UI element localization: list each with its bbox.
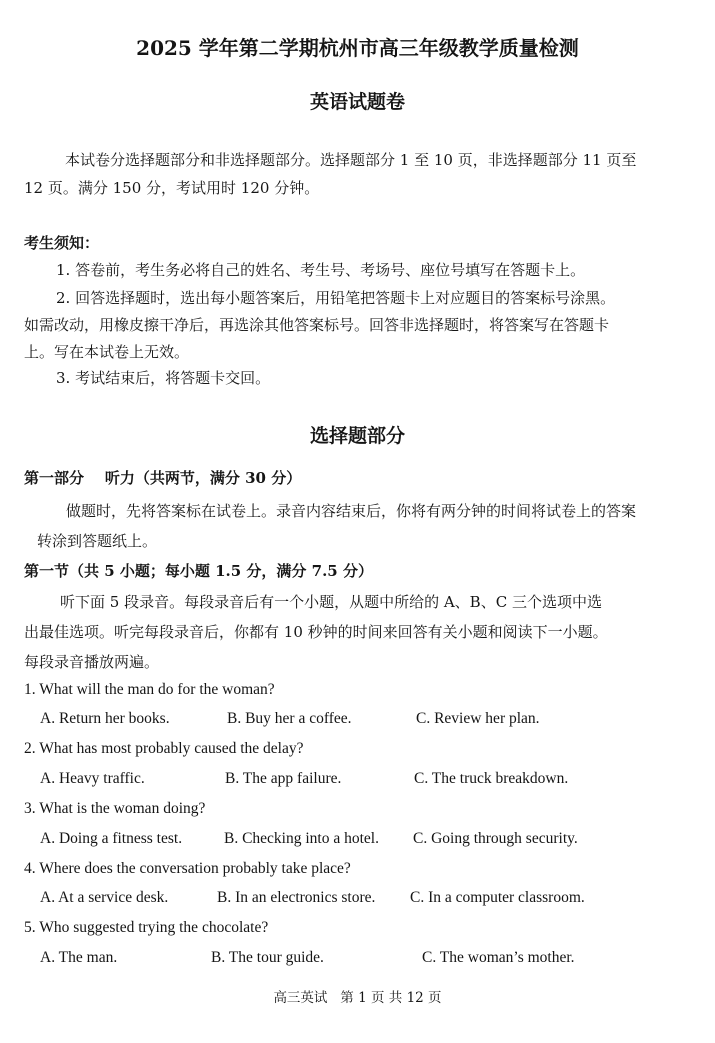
notice-item-2-line-2: 如需改动，用橡皮擦干净后，再选涂其他答案标号。回答非选择题时，将答案写在答题卡: [24, 316, 610, 334]
question-4-text: 4. Where does the conversation probably take place?: [24, 860, 351, 877]
question-4-option-c: C. In a computer classroom.: [410, 889, 585, 906]
question-1-option-a: A. Return her books.: [40, 710, 170, 727]
question-3-option-b: B. Checking into a hotel.: [224, 830, 379, 847]
question-3-option-c: C. Going through security.: [413, 830, 578, 847]
question-1-text: 1. What will the man do for the woman?: [24, 681, 275, 698]
section1-instruction-line-2: 出最佳选项。听完每段录音后，你都有 10 秒钟的时间来回答有关小题和阅读下一小题。: [24, 623, 608, 641]
question-1-option-b: B. Buy her a coffee.: [227, 710, 352, 727]
page-footer: 高三英试 第 1 页 共 12 页: [273, 990, 442, 1006]
question-5-option-b: B. The tour guide.: [211, 949, 324, 966]
exam-subtitle: 英语试题卷: [309, 91, 405, 113]
question-5-text: 5. Who suggested trying the chocolate?: [24, 919, 269, 936]
part1-instruction-line-1: 做题时，先将答案标在试卷上。录音内容结束后，你将有两分钟的时间将试卷上的答案: [66, 502, 637, 520]
question-2-option-c: C. The truck breakdown.: [414, 770, 569, 787]
question-2-text: 2. What has most probably caused the delay?: [24, 740, 304, 757]
section1-heading: 第一节（共 5 小题；每小题 1.5 分，满分 7.5 分）: [24, 562, 373, 580]
question-1-option-c: C. Review her plan.: [416, 710, 540, 727]
section-title: 选择题部分: [309, 425, 405, 447]
intro-line-1: 本试卷分选择题部分和非选择题部分。选择题部分 1 至 10 页，非选择题部分 11 页至: [65, 151, 637, 169]
question-4-option-a: A. At a service desk.: [40, 889, 169, 906]
part1-heading: 第一部分 听力（共两节，满分 30 分）: [24, 469, 302, 487]
notice-heading: 考生须知：: [24, 234, 100, 252]
section1-instruction-line-3: 每段录音播放两遍。: [24, 653, 160, 671]
question-3-option-a: A. Doing a fitness test.: [40, 830, 183, 847]
intro-line-2: 12 页。满分 150 分，考试用时 120 分钟。: [24, 179, 320, 197]
question-5-option-c: C. The woman’s mother.: [422, 949, 575, 966]
question-2-option-a: A. Heavy traffic.: [40, 770, 145, 787]
notice-item-2-line-1: 2. 回答选择题时，选出每小题答案后，用铅笔把答题卡上对应题目的答案标号涂黑。: [56, 289, 616, 307]
question-2-option-b: B. The app failure.: [225, 770, 342, 787]
question-4-option-b: B. In an electronics store.: [217, 889, 376, 906]
notice-item-3: 3. 考试结束后，将答题卡交回。: [56, 369, 271, 387]
question-5-option-a: A. The man.: [40, 949, 118, 966]
question-3-text: 3. What is the woman doing?: [24, 800, 206, 817]
exam-title: 2025 学年第二学期杭州市高三年级教学质量检测: [136, 36, 579, 60]
notice-item-2-line-3: 上。写在本试卷上无效。: [24, 343, 190, 361]
notice-item-1: 1. 答卷前，考生务必将自己的姓名、考生号、考场号、座位号填写在答题卡上。: [56, 261, 586, 279]
section1-instruction-line-1: 听下面 5 段录音。每段录音后有一个小题，从题中所给的 A、B、C 三个选项中选: [60, 593, 602, 611]
part1-instruction-line-2: 转涂到答题纸上。: [37, 532, 158, 550]
